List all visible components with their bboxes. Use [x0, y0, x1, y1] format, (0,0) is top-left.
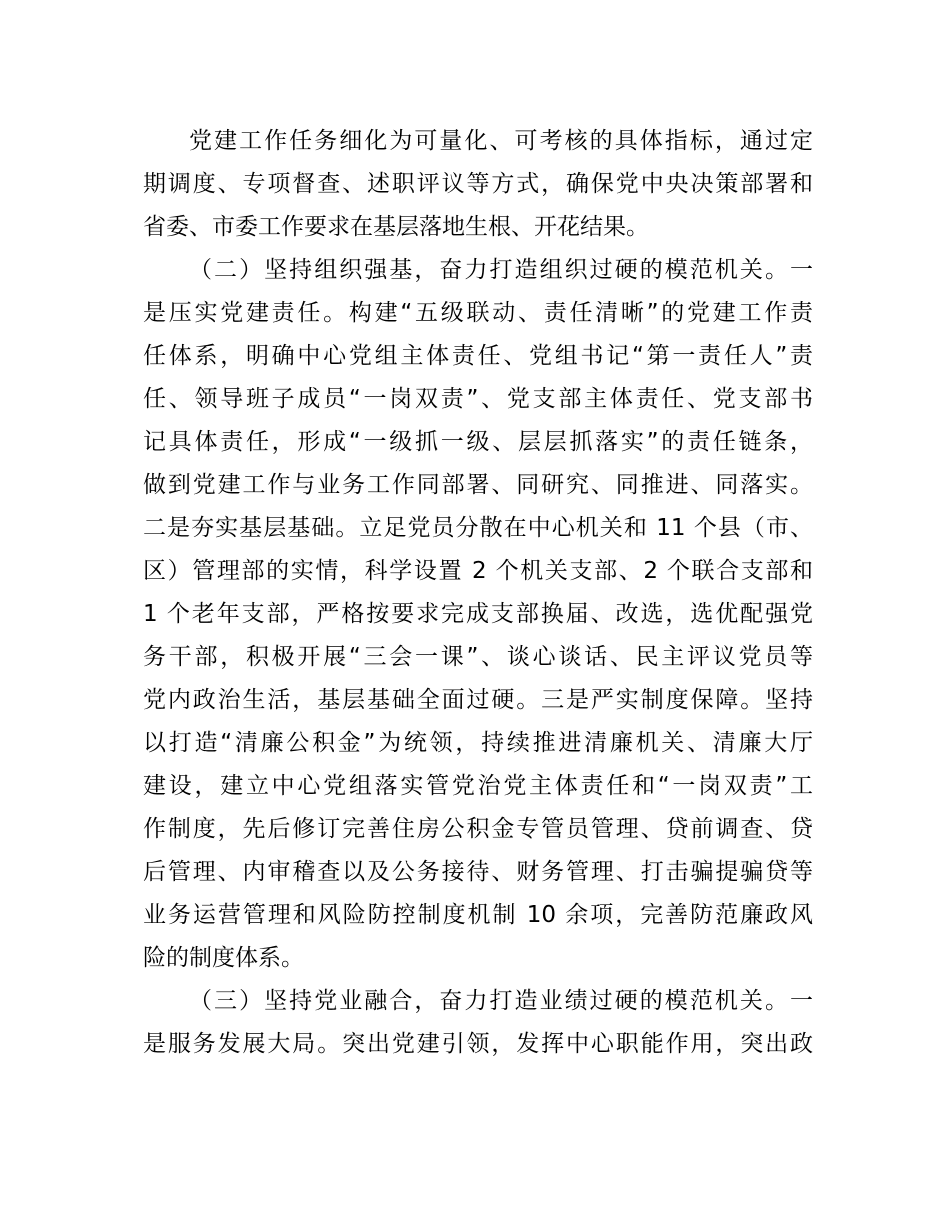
text-line: 党建工作任务细化为可量化、可考核的具体指标，通过定: [189, 128, 813, 154]
text-line: 务干部，积极开展“三会一课”、谈心谈话、民主评议党员等: [143, 644, 813, 670]
text-line: 业务运营管理和风险防控制度机制 10 余项，完善防范廉政风: [143, 902, 813, 928]
text-line: 是压实党建责任。构建“五级联动、责任清晰”的党建工作责: [143, 300, 813, 326]
text-line: 作制度，先后修订完善住房公积金专管员管理、贷前调查、贷: [143, 816, 813, 842]
text-line: 党内政治生活，基层基础全面过硬。三是严实制度保障。坚持: [143, 687, 813, 713]
text-line: 期调度、专项督查、述职评议等方式，确保党中央决策部署和: [143, 171, 813, 197]
text-line: 二是夯实基层基础。立足党员分散在中心机关和 11 个县（市、: [143, 515, 813, 541]
text-line: 1 个老年支部，严格按要求完成支部换届、改选，选优配强党: [143, 601, 813, 627]
text-line: 建设，建立中心党组落实管党治党主体责任和“一岗双责”工: [143, 773, 813, 799]
text-line: 做到党建工作与业务工作同部署、同研究、同推进、同落实。: [143, 472, 813, 498]
document-body: [143, 120, 813, 1066]
text-line: 险的制度体系。: [143, 945, 304, 971]
text-line: 省委、市委工作要求在基层落地生根、开花结果。: [143, 214, 649, 240]
paragraph-continuation: [143, 120, 813, 249]
text-line: 区）管理部的实情，科学设置 2 个机关支部、2 个联合支部和: [143, 558, 813, 584]
section-heading-line: （三）坚持党业融合，奋力打造业绩过硬的模范机关。一: [189, 988, 813, 1014]
text-line: 记具体责任，形成“一级抓一级、层层抓落实”的责任链条，: [143, 429, 813, 455]
text-line: 任体系，明确中心党组主体责任、党组书记“第一责任人”责: [143, 343, 813, 369]
text-line: 是服务发展大局。突出党建引领，发挥中心职能作用，突出政: [143, 1031, 813, 1057]
section-heading-line: （二）坚持组织强基，奋力打造组织过硬的模范机关。一: [189, 257, 813, 283]
text-line: 以打造“清廉公积金”为统领，持续推进清廉机关、清廉大厅: [143, 730, 813, 756]
text-line: 后管理、内审稽查以及公务接待、财务管理、打击骗提骗贷等: [143, 859, 813, 885]
paragraph-section-two: [143, 249, 813, 980]
paragraph-section-three: [143, 980, 813, 1066]
text-line: 任、领导班子成员“一岗双责”、党支部主体责任、党支部书: [143, 386, 813, 412]
